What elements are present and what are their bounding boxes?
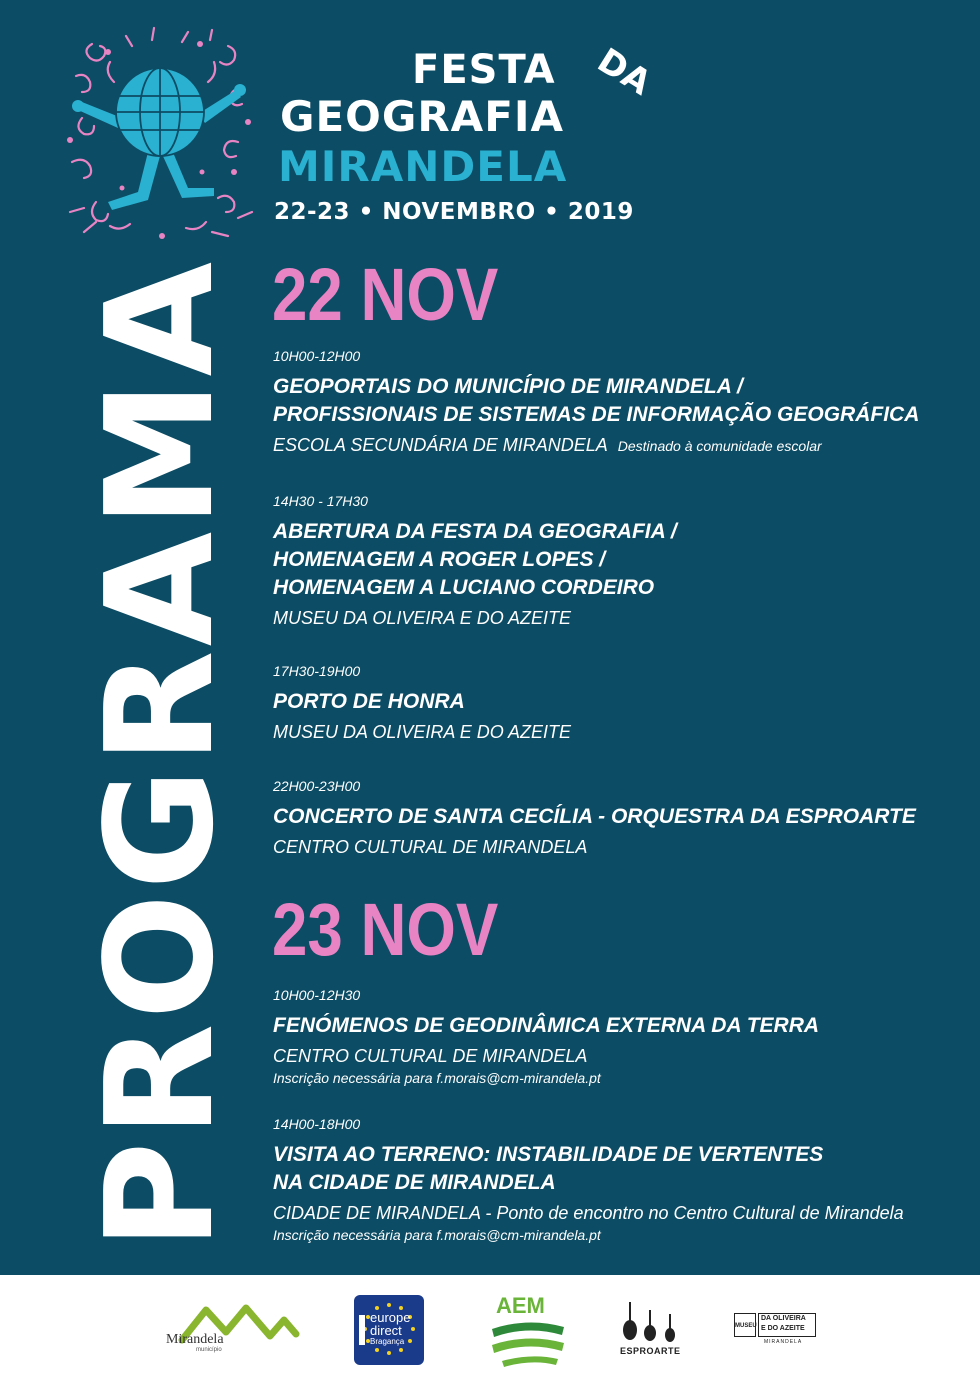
event-title [273,373,919,429]
europe-direct-logo [354,1295,424,1365]
aem-logo [488,1293,568,1369]
event-porto-de-honra [273,662,571,744]
europe-direct-text [370,1311,410,1347]
event-title [273,688,571,716]
event-time: 10H00-12H00 [273,348,361,364]
event-time: 14H30 - 17H30 [273,493,368,509]
title-da: DA [590,40,658,104]
event-place [273,433,919,458]
event-geoportais [273,347,919,458]
event-time: 17H30-19H00 [273,663,361,679]
event-title-line: NA CIDADE DE MIRANDELA [273,1171,556,1194]
event-title-line: GEOPORTAIS DO MUNICÍPIO DE MIRANDELA / [273,375,743,398]
aem-waves-icon [488,1319,568,1369]
aem-logo-text: AEM [496,1293,545,1318]
event-title-line: CONCERTO DE SANTA CECÍLIA - ORQUESTRA DA ESPROARTE [273,805,916,828]
dancing-globe-illustration [62,22,258,248]
mirandela-logo-subtext: município [196,1347,222,1353]
museu-word: MUSEU [734,1313,756,1337]
title-mirandela: MIRANDELA [278,142,568,191]
event-concerto [273,777,916,859]
mirandela-municipio-logo [160,1300,300,1360]
museu-oliveira-azeite-logo [734,1313,816,1347]
esproarte-logo-text: ESPROARTE [620,1346,681,1356]
event-title-line: PORTO DE HONRA [273,690,465,713]
event-title-line: HOMENAGEM A ROGER LOPES / [273,548,606,571]
event-title [273,518,677,602]
mirandela-logo-text: Mirandela [166,1332,224,1347]
event-time: 22H00-23H00 [273,778,361,794]
event-note: Destinado à comunidade escolar [617,438,822,454]
event-title [273,803,916,831]
event-abertura [273,492,677,630]
event-title-line: ABERTURA DA FESTA DA GEOGRAFIA / [273,520,677,543]
museu-mirandela-word: MIRANDELA [764,1339,803,1345]
event-place: CENTRO CULTURAL DE MIRANDELA [273,1046,588,1066]
event-place-text: ESCOLA SECUNDÁRIA DE MIRANDELA [273,435,608,455]
museu-azeite-word: E DO AZEITE [761,1325,805,1332]
event-geodinamica [273,986,819,1088]
event-registration-note: Inscrição necessária para f.morais@cm-mirandela.pt [273,1227,601,1243]
event-place: CENTRO CULTURAL DE MIRANDELA [273,837,588,857]
title-festa: FESTA [412,47,556,93]
event-time: 10H00-12H30 [273,987,361,1003]
event-title [273,1012,819,1040]
museu-oliveira-word: DA OLIVEIRA [761,1315,806,1322]
esproarte-logo [618,1300,682,1364]
direct-word: direct [370,1323,402,1338]
title-geografia: GEOGRAFIA [280,92,565,141]
event-title [273,1141,904,1197]
event-title-line: FENÓMENOS DE GEODINÂMICA EXTERNA DA TERRA [273,1014,820,1037]
event-registration-note: Inscrição necessária para f.morais@cm-mirandela.pt [273,1070,601,1086]
event-title-line: PROFISSIONAIS DE SISTEMAS DE INFORMAÇÃO GEOGRÁFICA [273,403,920,426]
event-visita-terreno [273,1115,904,1245]
programa-vertical-title: PROGRAMA [74,257,246,1250]
museu-oliveira-azeite-text [758,1313,816,1337]
sponsor-footer [0,1275,980,1385]
day-heading-22-nov: 22 NOV [272,253,499,336]
event-dates: 22-23 • NOVEMBRO • 2019 [274,199,634,225]
violins-icon [618,1300,682,1344]
event-place: MUSEU DA OLIVEIRA E DO AZEITE [273,608,572,628]
braganca-word: Bragança [370,1337,405,1346]
europe-word: europe [370,1310,411,1325]
event-place: CIDADE DE MIRANDELA - Ponto de encontro no Centro Cultural de Mirandela [273,1203,904,1223]
event-title-line: VISITA AO TERRENO: INSTABILIDADE DE VERTENTES [273,1143,824,1166]
event-time: 14H00-18H00 [273,1116,361,1132]
day-heading-23-nov: 23 NOV [272,888,499,971]
event-place: MUSEU DA OLIVEIRA E DO AZEITE [273,722,572,742]
event-title-line: HOMENAGEM A LUCIANO CORDEIRO [273,576,655,599]
